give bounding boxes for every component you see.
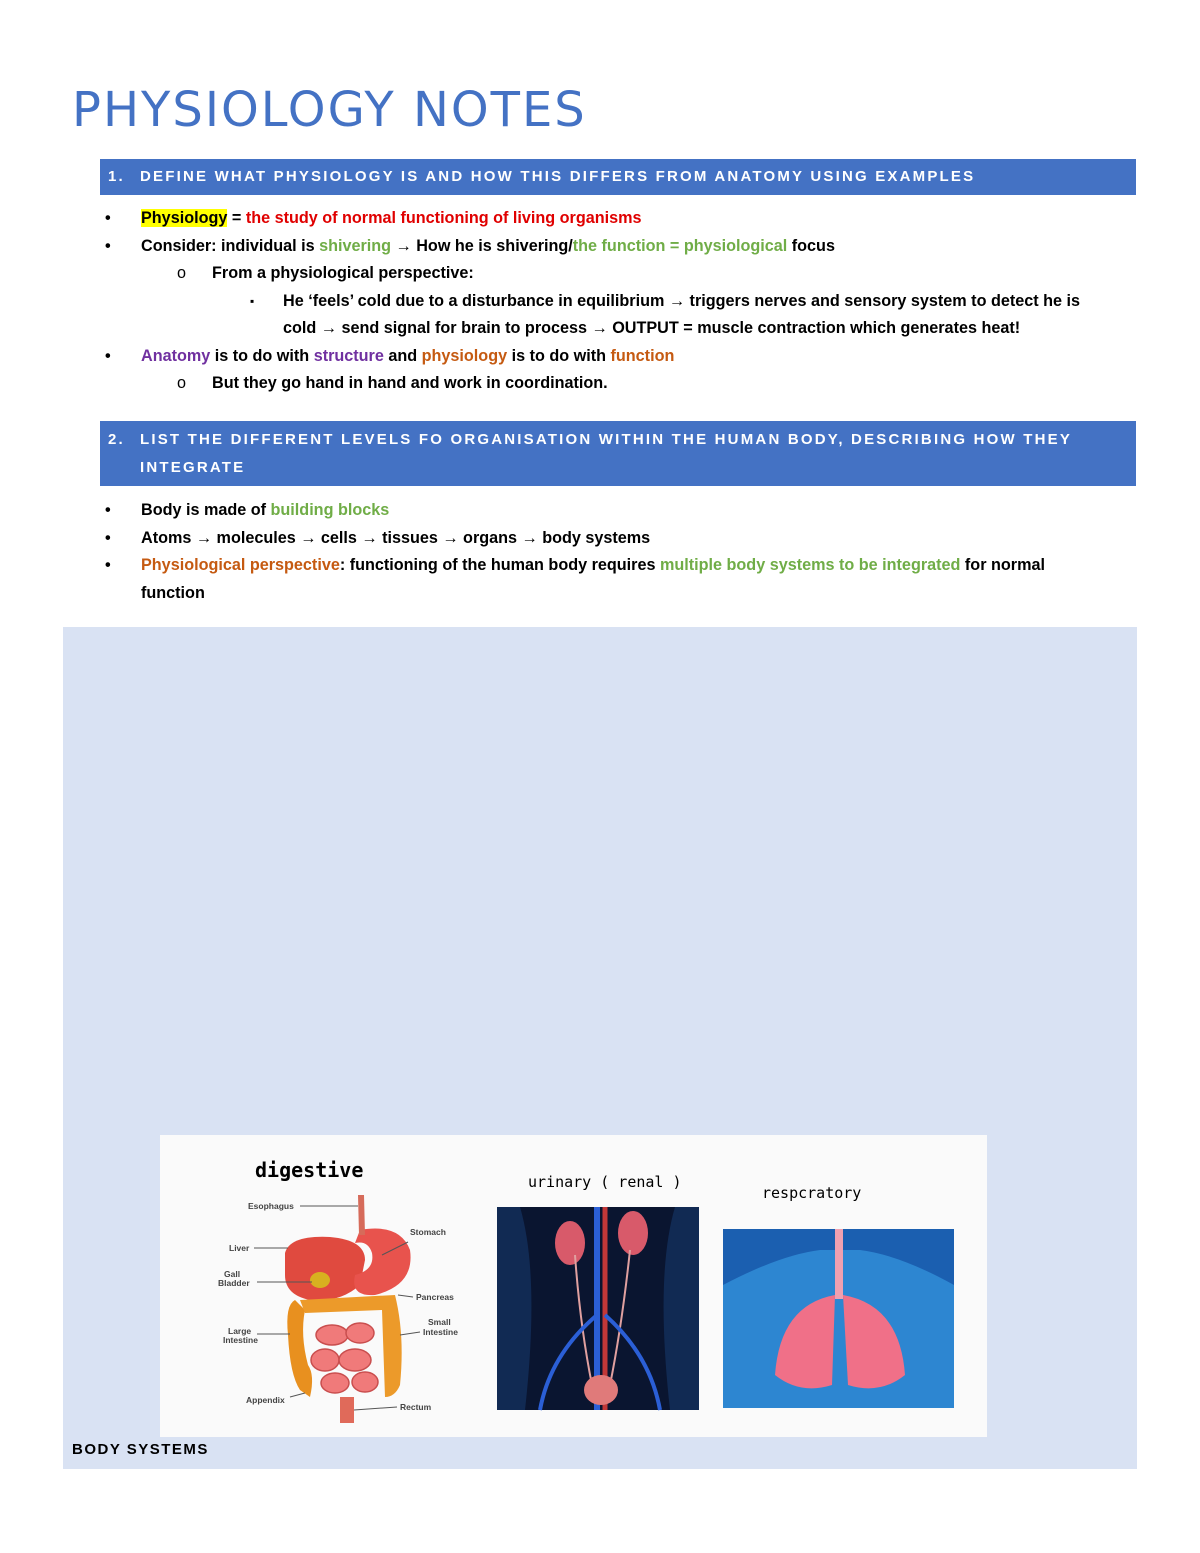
respiratory-title: respcratory bbox=[762, 1184, 862, 1202]
urinary-title: urinary ( renal ) bbox=[528, 1173, 682, 1191]
gallbladder-shape bbox=[310, 1272, 330, 1288]
shivering-text: shivering bbox=[319, 236, 392, 255]
perspective-text: Physiological perspective bbox=[141, 556, 340, 574]
section-2-heading-text-line2: INTEGRATE bbox=[140, 459, 246, 476]
rectum-shape bbox=[340, 1397, 354, 1423]
liver-shape bbox=[285, 1237, 365, 1301]
text: Atoms → molecules → cells → tissues → organs → body systems bbox=[141, 528, 651, 547]
label-intestine: Intestine bbox=[223, 1335, 258, 1345]
large-intestine-left bbox=[287, 1300, 312, 1397]
list-item bbox=[100, 288, 1110, 343]
left-kidney-shape bbox=[555, 1221, 585, 1265]
bullet-icon: • bbox=[105, 346, 111, 365]
large-intestine-right bbox=[300, 1295, 402, 1397]
label-large: Large bbox=[228, 1326, 252, 1336]
list-item bbox=[100, 205, 1110, 233]
list-item bbox=[100, 552, 1110, 607]
text: He ‘feels’ cold due to a disturbance in equilibrium → triggers nerves and sensory system to detect he is cold → send signal for brain to process → OUTPUT = muscle contraction which generates heat! bbox=[283, 291, 1081, 337]
list-item bbox=[100, 370, 1110, 398]
integrated-text: multiple body systems to be integrated bbox=[659, 556, 961, 574]
building-blocks-text: building blocks bbox=[270, 501, 390, 519]
esophagus-shape bbox=[358, 1195, 365, 1235]
text: for normal function bbox=[141, 556, 1045, 602]
text: and bbox=[383, 346, 422, 365]
physiology-definition: the study of normal functioning of living organisms bbox=[245, 209, 642, 227]
body-systems-illustration bbox=[160, 1135, 987, 1437]
list-item bbox=[100, 525, 1110, 553]
physiology-term: Physiology bbox=[141, 209, 228, 227]
label-pancreas: Pancreas bbox=[416, 1292, 454, 1302]
right-kidney-shape bbox=[618, 1211, 648, 1255]
section-1-heading-text: DEFINE WHAT PHYSIOLOGY IS AND HOW THIS DIFFERS FROM ANATOMY USING EXAMPLES bbox=[140, 168, 976, 185]
text: But they go hand in hand and work in coordination. bbox=[212, 374, 608, 392]
text: : functioning of the human body requires bbox=[339, 556, 660, 574]
anatomy-text: Anatomy bbox=[141, 346, 211, 365]
function-word: function bbox=[610, 346, 675, 365]
text: is to do with bbox=[210, 346, 314, 365]
section-2-notes bbox=[100, 497, 1110, 607]
bladder-shape bbox=[584, 1375, 618, 1405]
label-small-intestine: Intestine bbox=[423, 1327, 458, 1337]
section-2-heading bbox=[100, 421, 1136, 486]
page-title: PHYSIOLOGY NOTES bbox=[72, 82, 587, 138]
list-item bbox=[100, 343, 1110, 371]
function-text: the function = physiological bbox=[572, 236, 788, 255]
label-esophagus: Esophagus bbox=[248, 1201, 294, 1211]
bullet-icon: • bbox=[105, 556, 111, 574]
physiology-text: physiology bbox=[421, 346, 508, 365]
section-1-number: 1. bbox=[108, 168, 125, 185]
structure-text: structure bbox=[313, 346, 384, 365]
label-appendix: Appendix bbox=[246, 1395, 285, 1405]
label-stomach: Stomach bbox=[410, 1227, 446, 1237]
label-rectum: Rectum bbox=[400, 1402, 432, 1412]
label-small: Small bbox=[428, 1317, 451, 1327]
digestive-title: digestive bbox=[255, 1158, 364, 1182]
respiratory-diagram bbox=[723, 1184, 954, 1408]
text: Body is made of bbox=[141, 501, 271, 519]
label-gall: Gall bbox=[224, 1269, 241, 1279]
equals-text: = bbox=[227, 209, 246, 227]
text: focus bbox=[787, 236, 835, 255]
section-1-heading bbox=[100, 159, 1136, 195]
section-1-notes bbox=[100, 205, 1110, 398]
square-bullet-icon: ▪ bbox=[250, 293, 255, 308]
trachea-shape bbox=[835, 1229, 843, 1299]
text: From a physiological perspective: bbox=[212, 264, 474, 282]
bullet-icon: • bbox=[105, 528, 111, 547]
section-2-heading-text: LIST THE DIFFERENT LEVELS FO ORGANISATION WITHIN THE HUMAN BODY, DESCRIBING HOW THEY bbox=[140, 431, 1073, 448]
text: is to do with bbox=[507, 346, 611, 365]
circle-bullet-icon: o bbox=[177, 264, 187, 282]
list-item bbox=[100, 497, 1110, 525]
label-liver: Liver bbox=[229, 1243, 250, 1253]
list-item bbox=[100, 233, 1110, 261]
text: → How he is shivering/ bbox=[391, 236, 573, 255]
digestive-diagram bbox=[218, 1158, 458, 1423]
text: Consider: individual is bbox=[141, 236, 320, 255]
section-2-number: 2. bbox=[108, 431, 125, 448]
bullet-icon: • bbox=[105, 209, 111, 227]
list-item bbox=[100, 260, 1110, 288]
urinary-diagram bbox=[497, 1173, 699, 1410]
body-systems-figure bbox=[160, 1135, 987, 1437]
bullet-icon: • bbox=[105, 236, 111, 255]
figure-caption: BODY SYSTEMS bbox=[72, 1441, 209, 1458]
circle-bullet-icon: o bbox=[177, 374, 187, 392]
label-bladder: Bladder bbox=[218, 1278, 250, 1288]
bullet-icon: • bbox=[105, 501, 111, 519]
